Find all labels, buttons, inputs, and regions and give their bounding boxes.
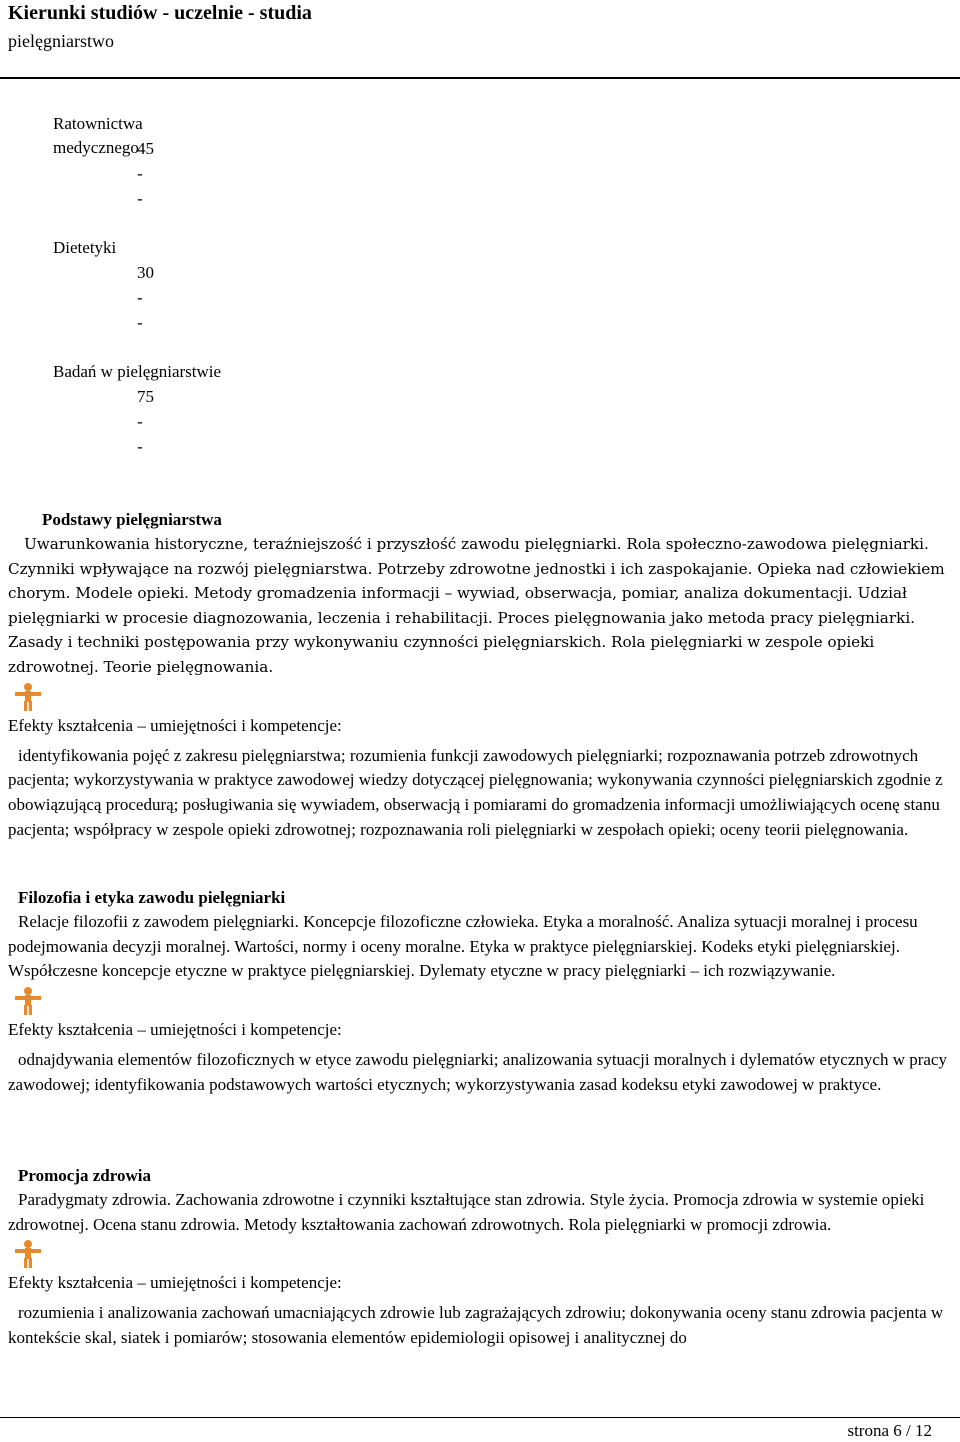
effects-text: odnajdywania elementów filozoficznych w etyce zawodu pielęgniarki; analizowania sytuacji moralnych i dylematów etycznych w pracy zawodowej; identyfikowania podstawowych wartości etycznych; wykorzystywania zasad kodeksu etyki zawodowej w praktyce. <box>8 1049 947 1094</box>
hours-item-name: Ratownictwa medycznego <box>53 114 143 157</box>
hours-item-name: Dietetyki <box>53 238 117 257</box>
course-section <box>8 508 960 843</box>
hours-item-dash: - <box>137 412 143 431</box>
page-number: strona 6 / 12 <box>847 1421 932 1440</box>
course-description: Uwarunkowania historyczne, teraźniejszość i przyszłość zawodu pielęgniarki. Rola społeczno-zawodowa pielęgniarki. Czynniki wpływające na rozwój pielęgniarstwa. Potrzeby zdrowotne jednostki i ich zaspokajanie. Opieka nad człowiekiem chorym. Modele opieki. Metody gromadzenia informacji – wywiad, obserwacja, pomiar, analiza dokumentacji. Udział pielęgniarki w procesie diagnozowania, leczenia i rehabilitacji. Proces pielęgnowania jako metoda pracy pielęgniarki. Zasady i techniki postępowania przy wykonywaniu czynności pielęgniarskich. Rola pielęgniarki w zespole opieki zdrowotnej. Teorie pielęgnowania. <box>8 535 945 676</box>
course-description: Paradygmaty zdrowia. Zachowania zdrowotne i czynniki kształtujące stan zdrowia. Style życia. Promocja zdrowia w systemie opieki zdrowotnej. Ocena stanu zdrowia. Metody kształtowania zachowań zdrowotnych. Rola pielęgniarki w promocji zdrowia. <box>8 1190 925 1234</box>
person-icon <box>10 682 46 712</box>
hours-item-dash: - <box>137 437 143 456</box>
site-title: Kierunki studiów - uczelnie - studia <box>8 2 312 24</box>
hours-item-dash: - <box>137 164 143 183</box>
header-divider <box>0 77 960 79</box>
hours-item-name: Badań w pielęgniarstwie <box>53 362 222 381</box>
person-icon <box>10 986 46 1016</box>
hours-item-dash: - <box>137 189 143 208</box>
effects-text: rozumienia i analizowania zachowań umacniających zdrowie lub zagrażających zdrowiu; dokonywania oceny stanu zdrowia pacjenta w kontekście skal, siatek i pomiarów; stosowania elementów epidemiologii opisowej i analitycznej do <box>8 1303 944 1347</box>
hours-item <box>53 236 154 335</box>
course-title: Podstawy pielęgniarstwa <box>42 510 222 529</box>
effects-label: Efekty kształcenia – umiejętności i kompetencje: <box>8 1019 342 1039</box>
course-section <box>8 1164 960 1351</box>
hours-item-value: 75 <box>137 387 154 406</box>
hours-item-value: 45 <box>137 139 154 158</box>
effects-text: identyfikowania pojęć z zakresu pielęgniarstwa; rozumienia funkcji zawodowych pielęgniarki; rozpoznawania potrzeb zdrowotnych pacjenta; wykorzystywania w praktyce zawodowej wiedzy dotyczącej pielęgnowania; wykonywania czynności pielęgniarskich zgodnie z obowiązującą procedurą; posługiwania się wywiadem, obserwacją i pomiarami do gromadzenia informacji umożliwiających ocenę stanu pacjenta; współpracy w zespole opieki zdrowotnej; rozpoznawania roli pielęgniarki w zespołach opieki; oceny teorii pielęgnowania. <box>8 745 943 839</box>
hours-item-value: 30 <box>137 263 154 282</box>
footer-divider <box>0 1417 960 1418</box>
course-description: Relacje filozofii z zawodem pielęgniarki. Koncepcje filozoficzne człowieka. Etyka a moralność. Analiza sytuacji moralnej i procesu podejmowania decyzji moralnej. Wartości, normy i oceny moralne. Etyka w praktyce pielęgniarskiej. Kodeks etyki pielęgniarskiej. Współczesne koncepcje etyczne w praktyce pielęgniarskiej. Dylematy etyczne w pracy pielęgniarki – ich rozwiązywanie. <box>8 912 918 981</box>
page-header <box>8 0 312 53</box>
person-icon <box>10 1239 46 1269</box>
hours-item <box>53 112 154 211</box>
course-title: Promocja zdrowia <box>18 1166 151 1185</box>
hours-item-dash: - <box>137 288 143 307</box>
course-section <box>8 886 960 1097</box>
page-subtitle: pielęgniarstwo <box>8 31 114 51</box>
hours-item <box>53 360 221 459</box>
effects-label: Efekty kształcenia – umiejętności i kompetencje: <box>8 1273 342 1293</box>
effects-label: Efekty kształcenia – umiejętności i kompetencje: <box>8 715 342 735</box>
course-title: Filozofia i etyka zawodu pielęgniarki <box>18 888 286 907</box>
hours-item-dash: - <box>137 313 143 332</box>
